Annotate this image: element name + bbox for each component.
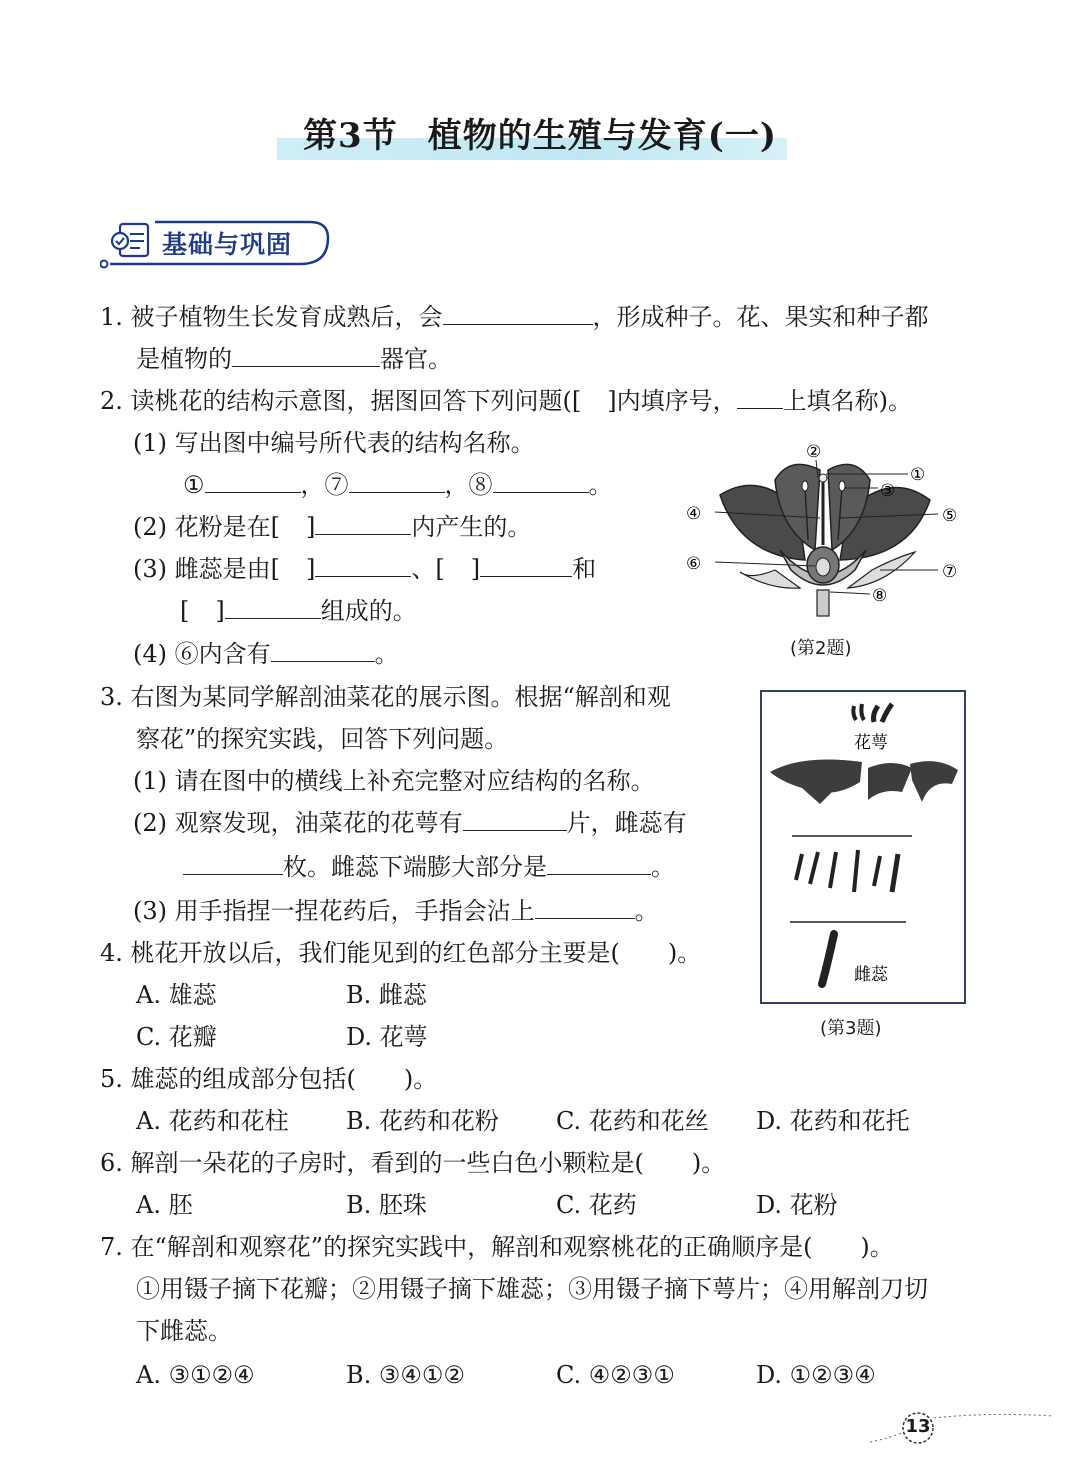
question-6-stem: 6. 解剖一朵花的子房时，看到的一些白色小颗粒是( )。	[100, 1149, 726, 1177]
option[interactable]: B. 雌蕊	[346, 981, 427, 1009]
blank[interactable]	[493, 468, 589, 493]
option[interactable]: D. 花粉	[756, 1191, 838, 1219]
question-7-stem: 7. 在“解剖和观察花”的探究实践中，解剖和观察桃花的正确顺序是( )。	[100, 1233, 894, 1261]
question-1-line-2: 是植物的 器官。	[136, 338, 452, 380]
blank[interactable]	[315, 510, 411, 535]
label-pistil: 雌蕊	[854, 965, 888, 985]
option[interactable]: A. 雄蕊	[136, 981, 217, 1009]
option[interactable]: B. 花药和花粉	[346, 1107, 499, 1135]
label-3: ③	[880, 481, 896, 501]
question-2-sub-3: (3) 雌蕊是由[ ] 、[ ] 和	[133, 548, 596, 590]
question-3-sub-2: (2) 观察发现，油菜花的花萼有 片，雌蕊有	[133, 802, 687, 844]
option[interactable]: D. 花萼	[346, 1023, 428, 1051]
figure-2-caption: (第2题)	[790, 638, 852, 659]
label-1: ①	[910, 465, 926, 485]
label-8: ⑧	[872, 586, 888, 606]
question-7-line-2: ①用镊子摘下花瓣；②用镊子摘下雄蕊；③用镊子摘下萼片；④用解剖刀切	[136, 1275, 928, 1303]
document-check-icon	[112, 224, 148, 256]
label-7: ⑦	[942, 562, 958, 582]
question-2-sub-4: (4) ⑥内含有 。	[133, 633, 399, 675]
blank[interactable]	[535, 894, 635, 919]
blank[interactable]	[463, 806, 567, 831]
question-2-sub-1: (1) 写出图中编号所代表的结构名称。	[133, 429, 535, 457]
label-sepal: 花萼	[854, 733, 888, 753]
blank[interactable]	[480, 552, 572, 577]
question-4-stem: 4. 桃花开放以后，我们能见到的红色部分主要是( )。	[100, 939, 702, 967]
option[interactable]: D. ①②③④	[756, 1361, 876, 1389]
option[interactable]: B. ③④①②	[346, 1361, 465, 1389]
section-number: 第3节	[303, 116, 398, 156]
blank[interactable]	[443, 300, 593, 325]
question-3-sub-3: (3) 用手指捏一捏花药后，手指会沾上 。	[133, 890, 659, 932]
question-2-sub-2: (2) 花粉是在[ ] 内产生的。	[133, 506, 531, 548]
blank[interactable]	[547, 850, 651, 875]
section-name: 植物的生殖与发育(一)	[427, 116, 777, 156]
option[interactable]: C. 花药	[556, 1191, 637, 1219]
option[interactable]: A. ③①②④	[136, 1361, 255, 1389]
section-badge-label: 基础与巩固	[162, 230, 293, 259]
peach-flower-diagram	[680, 440, 970, 620]
blank[interactable]	[183, 850, 283, 875]
option[interactable]: D. 花药和花托	[756, 1107, 910, 1135]
option[interactable]: C. ④②③①	[556, 1361, 675, 1389]
question-3-line-2: 察花”的探究实践，回答下列问题。	[136, 725, 509, 753]
question-2-sub-1-blanks: ① ，⑦ ，⑧ 。	[183, 464, 613, 506]
blank[interactable]	[205, 468, 301, 493]
question-2-sub-3-cont: [ ] 组成的。	[180, 590, 417, 632]
question-7-line-3: 下雌蕊。	[136, 1317, 232, 1345]
page-number: 13	[905, 1416, 931, 1437]
figure-3-caption: (第3题)	[820, 1018, 882, 1039]
option[interactable]: A. 胚	[136, 1191, 193, 1219]
option[interactable]: C. 花药和花丝	[556, 1107, 709, 1135]
blank[interactable]	[349, 468, 445, 493]
question-2-stem: 2. 读桃花的结构示意图，据图回答下列问题([ ]内填序号， 上填名称)。	[100, 380, 912, 422]
question-5-stem: 5. 雄蕊的组成部分包括( )。	[100, 1065, 438, 1093]
question-3-sub-1: (1) 请在图中的横线上补充完整对应结构的名称。	[133, 767, 655, 795]
blank[interactable]	[232, 342, 380, 367]
rapeseed-dissection-figure	[760, 690, 966, 1004]
blank[interactable]	[225, 594, 321, 619]
label-2: ②	[806, 442, 822, 462]
label-5: ⑤	[942, 506, 958, 526]
question-1-line-1: 1. 被子植物生长发育成熟后，会 ，形成种子。花、果实和种子都	[100, 296, 929, 338]
label-4: ④	[686, 504, 702, 524]
blank[interactable]	[271, 637, 375, 662]
question-3-line-1: 3. 右图为某同学解剖油菜花的展示图。根据“解剖和观	[100, 683, 671, 711]
option[interactable]: B. 胚珠	[346, 1191, 427, 1219]
question-3-sub-2-cont: 枚。雌蕊下端膨大部分是 。	[183, 846, 675, 888]
page-number-decoration	[870, 1408, 1060, 1448]
blank[interactable]	[315, 552, 411, 577]
page-title	[0, 108, 1080, 157]
option[interactable]: C. 花瓣	[136, 1023, 217, 1051]
option[interactable]: A. 花药和花柱	[136, 1107, 289, 1135]
blank[interactable]	[737, 384, 783, 409]
label-6: ⑥	[686, 554, 702, 574]
